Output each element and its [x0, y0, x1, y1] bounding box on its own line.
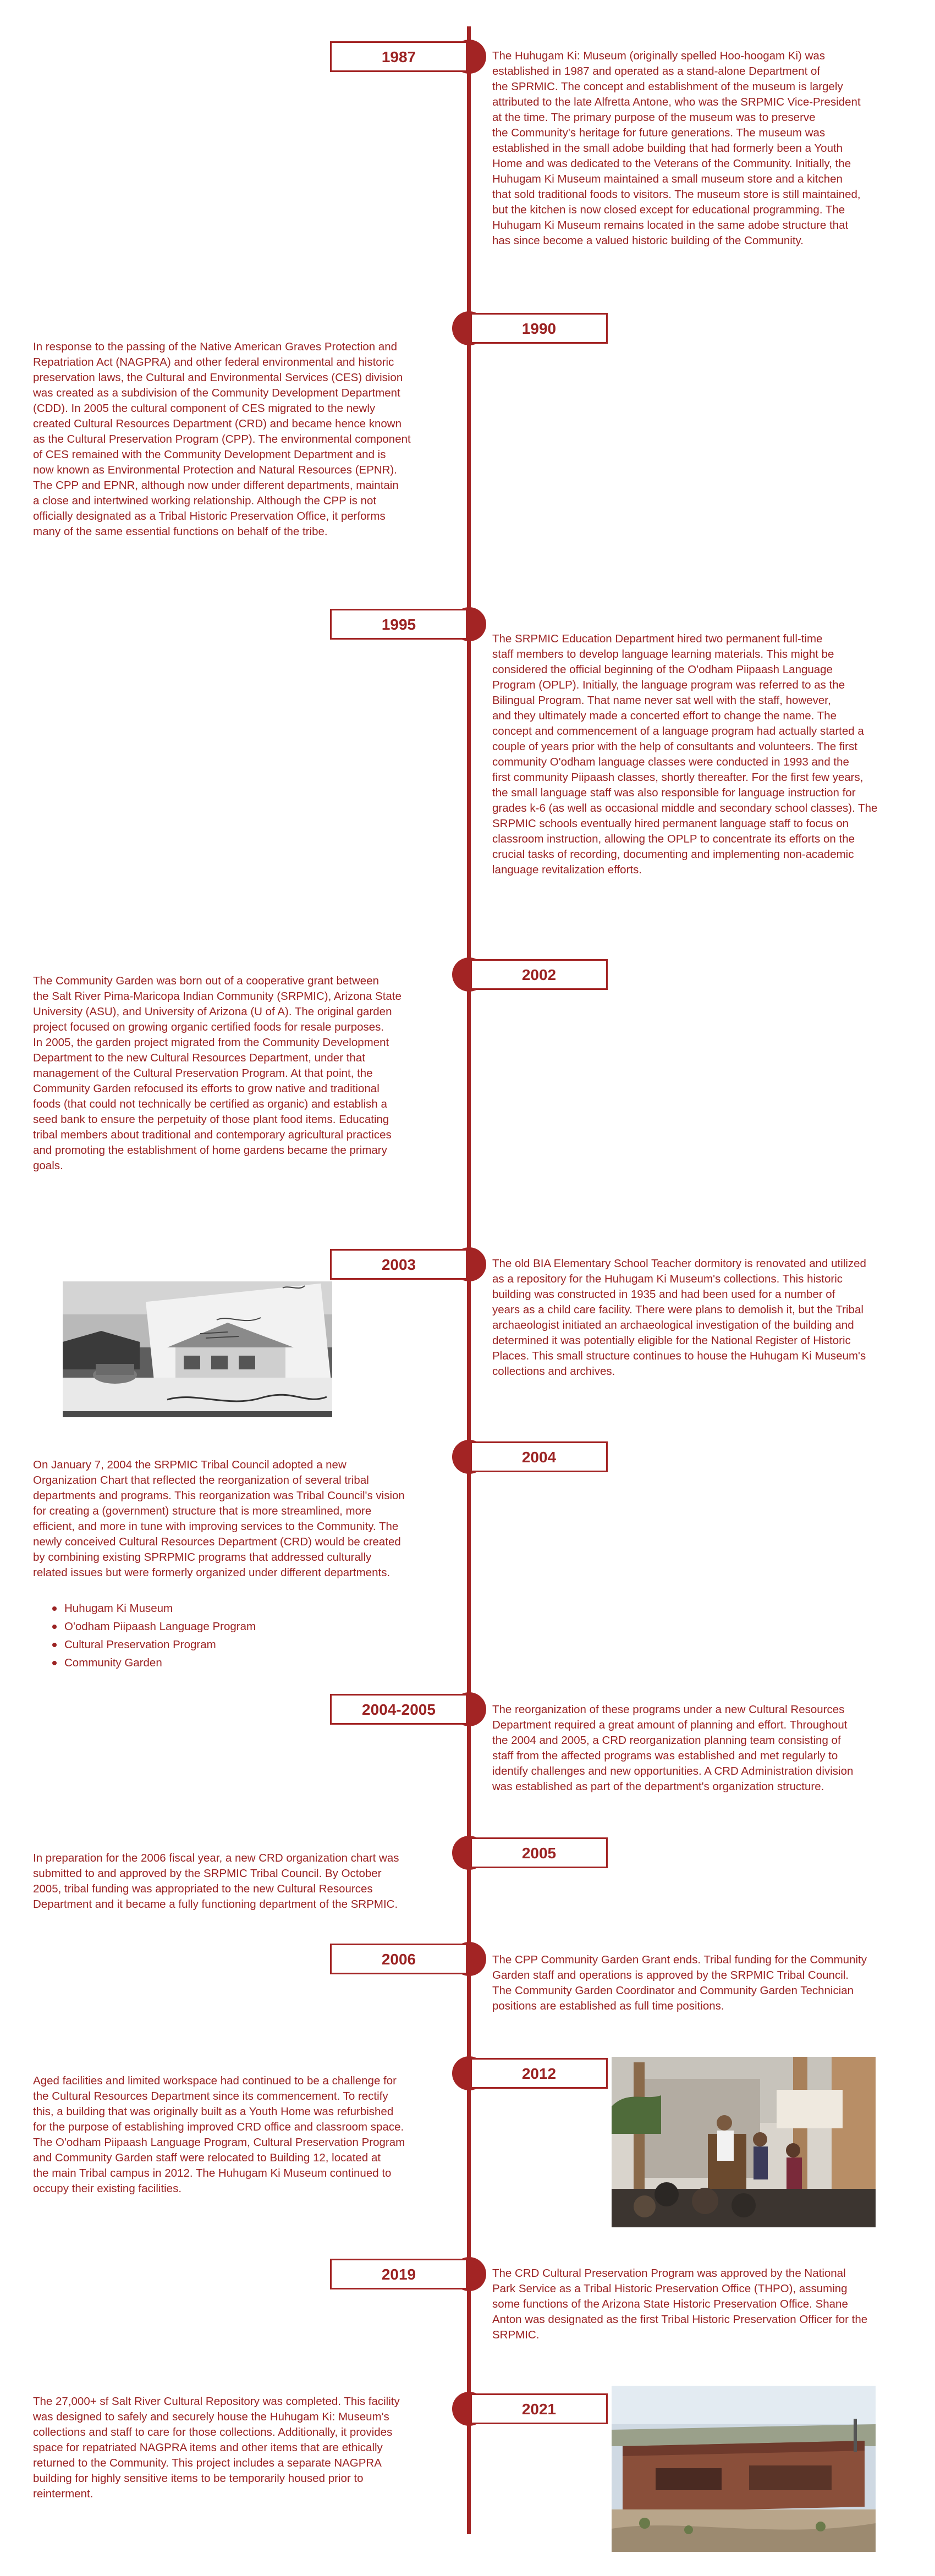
year-label-2019: 2019	[330, 2259, 468, 2289]
event-text-2004-2005: The reorganization of these programs under a new Cultural Resources Department required a great amount of planning and effort. Throughout the 2004 and 2005, a CRD reorganization planning team consisting of staff from the affected programs was established and met regularly to identify challenges and new opportunities. A CRD Administration division was established as part of the department's organization structure.	[492, 1703, 854, 1793]
year-label-2005: 2005	[470, 1837, 608, 1868]
event-text-2006: The CPP Community Garden Grant ends. Tribal funding for the Community Garden staff and operations is approved by the SRPMIC Tribal Council. The Community Garden Coordinator and Community Garden Technician positions are established as full time positions.	[492, 1953, 867, 2012]
year-label-2004: 2004	[470, 1441, 608, 1472]
list-item: O'odham Piipaash Language Program	[52, 1617, 256, 1636]
year-label-2012: 2012	[470, 2058, 608, 2089]
event-text-2012: Aged facilities and limited workspace had continued to be a challenge for the Cultural Resources Department since its commencement. To rectify this, a building that was originally built as a Youth Home was refurbished for the purpose of establishing improved CRD office and classroom space. The O'odham Piipaash Language Program, Cultural Preservation Program and Community Garden staff were relocated to Building 12, located at the main Tribal campus in 2012. The Huhugam Ki Museum continued to occupy their existing facilities.	[33, 2074, 405, 2195]
building-dedication-photo	[612, 2057, 876, 2227]
year-label-2003: 2003	[330, 1249, 468, 1280]
year-label-2006: 2006	[330, 1944, 468, 1974]
list-item: Cultural Preservation Program	[52, 1636, 256, 1654]
event-text-2021: The 27,000+ sf Salt River Cultural Repository was completed. This facility was designed to safely and securely house the Huhugam Ki: Museum's collections and staff to care for those collections. Additionally, it provides space for repatriated NAGPRA items and other items that are ethically returned to the Community. This project includes a separate NAGPRA building for highly sensitive items to be temporarily housed prior to reinterment.	[33, 2395, 400, 2500]
event-text-2005: In preparation for the 2006 fiscal year, a new CRD organization chart was submitted to and approved by the SRPMIC Tribal Council. By October 2005, tribal funding was appropriated to the new Cultural Resources Department and it became a fully functioning department of the SRPMIC.	[33, 1852, 399, 1911]
year-label-1990: 1990	[470, 313, 608, 344]
list-item: Community Garden	[52, 1654, 256, 1672]
list-item: Huhugam Ki Museum	[52, 1599, 256, 1617]
event-text-1990: In response to the passing of the Native American Graves Protection and Repatriation Act (NAGPRA) and other federal environmental and historic preservation laws, the Cultural and Environmental Services (CES) division was created as a subdivision of the Community Development Department (CDD). In 2005 the cultural component of CES migrated to the newly created Cultural Resources Department (CRD) and became hence known as the Cultural Preservation Program (CPP). The environmental component of CES remained with the Community Development Department and is now known as Environmental Protection and Natural Resources (EPNR). The CPP and EPNR, although now under different departments, maintain a close and intertwined working relationship. Although the CPP is not officially designated as a Tribal Historic Preservation Office, it performs many of the same essential functions on behalf of the tribe.	[33, 340, 411, 538]
department-program-list	[52, 1599, 256, 1672]
year-label-1987: 1987	[330, 41, 468, 72]
event-text-2004: On January 7, 2004 the SRPMIC Tribal Council adopted a new Organization Chart that reflected the reorganization of several tribal departments and programs. This reorganization was Tribal Council's vision for creating a (government) structure that is more streamlined, more efficient, and more in tune with improving services to the Community. The newly conceived Cultural Resources Department (CRD) would be created by combining existing SPRPMIC programs that addressed culturally related issues but were formerly organized under different departments.	[33, 1458, 405, 1579]
year-label-1995: 1995	[330, 609, 468, 640]
year-label-2002: 2002	[470, 959, 608, 990]
repository-facility-photo	[612, 2386, 876, 2552]
year-label-2021: 2021	[470, 2393, 608, 2424]
event-text-1995: The SRPMIC Education Department hired two permanent full-time staff members to develop language learning materials. This might be considered the official beginning of the O'odham Piipaash Language Program (OPLP). Initially, the language program was referred to as the Bilingual Program. That name never sat well with the staff, however, and they ultimately made a concerted effort to change the name. The concept and commencement of a language program had actually started a couple of years prior with the help of consultants and volunteers. The first community O'odham language classes were conducted in 1993 and the first community Piipaash classes, shortly thereafter. For the first few years, the small language staff was also responsible for language instruction for grades k-6 (as well as occasional middle and secondary school classes). The SRPMIC schools eventually hired permanent language staff to focus on classroom instruction, allowing the OPLP to concentrate its efforts on the crucial tasks of recording, documenting and implementing non-academic language revitalization efforts.	[492, 632, 878, 876]
event-text-1987: The Huhugam Ki: Museum (originally spelled Hoo-hoogam Ki) was established in 1987 and operated as a stand-alone Department of the SPRMIC. The concept and establishment of the museum is largely attributed to the late Alfretta Antone, who was the SRPMIC Vice-President at the time. The primary purpose of the museum was to preserve the Community's heritage for future generations. The museum was established in the small adobe building that had formerly been a Youth Home and was dedicated to the Veterans of the Community. Initially, the Huhugam Ki Museum maintained a small museum store and a kitchen that sold traditional foods to visitors. The museum store is still maintained, but the kitchen is now closed except for educational programming. The Huhugam Ki Museum remains located in the same adobe structure that has since become a valued historic building of the Community.	[492, 49, 861, 247]
event-text-2003: The old BIA Elementary School Teacher dormitory is renovated and utilized as a repository for the Huhugam Ki Museum's collections. This historic building was constructed in 1935 and had been used for a number of years as a child care facility. There were plans to demolish it, but the Tribal archaeologist initiated an archaeological investigation of the building and determined it was potentially eligible for the National Register of Historic Places. This small structure continues to house the Huhugam Ki Museum's collections and archives.	[492, 1257, 866, 1378]
year-label-2004-2005: 2004-2005	[330, 1694, 468, 1725]
repository-building-photo	[63, 1281, 332, 1417]
event-text-2019: The CRD Cultural Preservation Program was approved by the National Park Service as a Tribal Historic Preservation Office (THPO), assuming some functions of the Arizona State Historic Preservation Office. Shane Anton was designated as the first Tribal Historic Preservation Officer for the SRPMIC.	[492, 2267, 868, 2341]
event-text-2002: The Community Garden was born out of a cooperative grant between the Salt River Pima-Maricopa Indian Community (SRPMIC), Arizona State University (ASU), and University of Arizona (U of A). The original garden project focused on growing organic certified foods for resale purposes. In 2005, the garden project migrated from the Community Development Department to the new Cultural Resources Department, under that management of the Cultural Preservation Program. At that point, the Community Garden refocused its efforts to grow native and traditional foods (that could not technically be certified as organic) and establish a seed bank to ensure the perpetuity of those plant food items. Educating tribal members about traditional and contemporary agricultural practices and promoting the establishment of home gardens became the primary goals.	[33, 975, 402, 1172]
